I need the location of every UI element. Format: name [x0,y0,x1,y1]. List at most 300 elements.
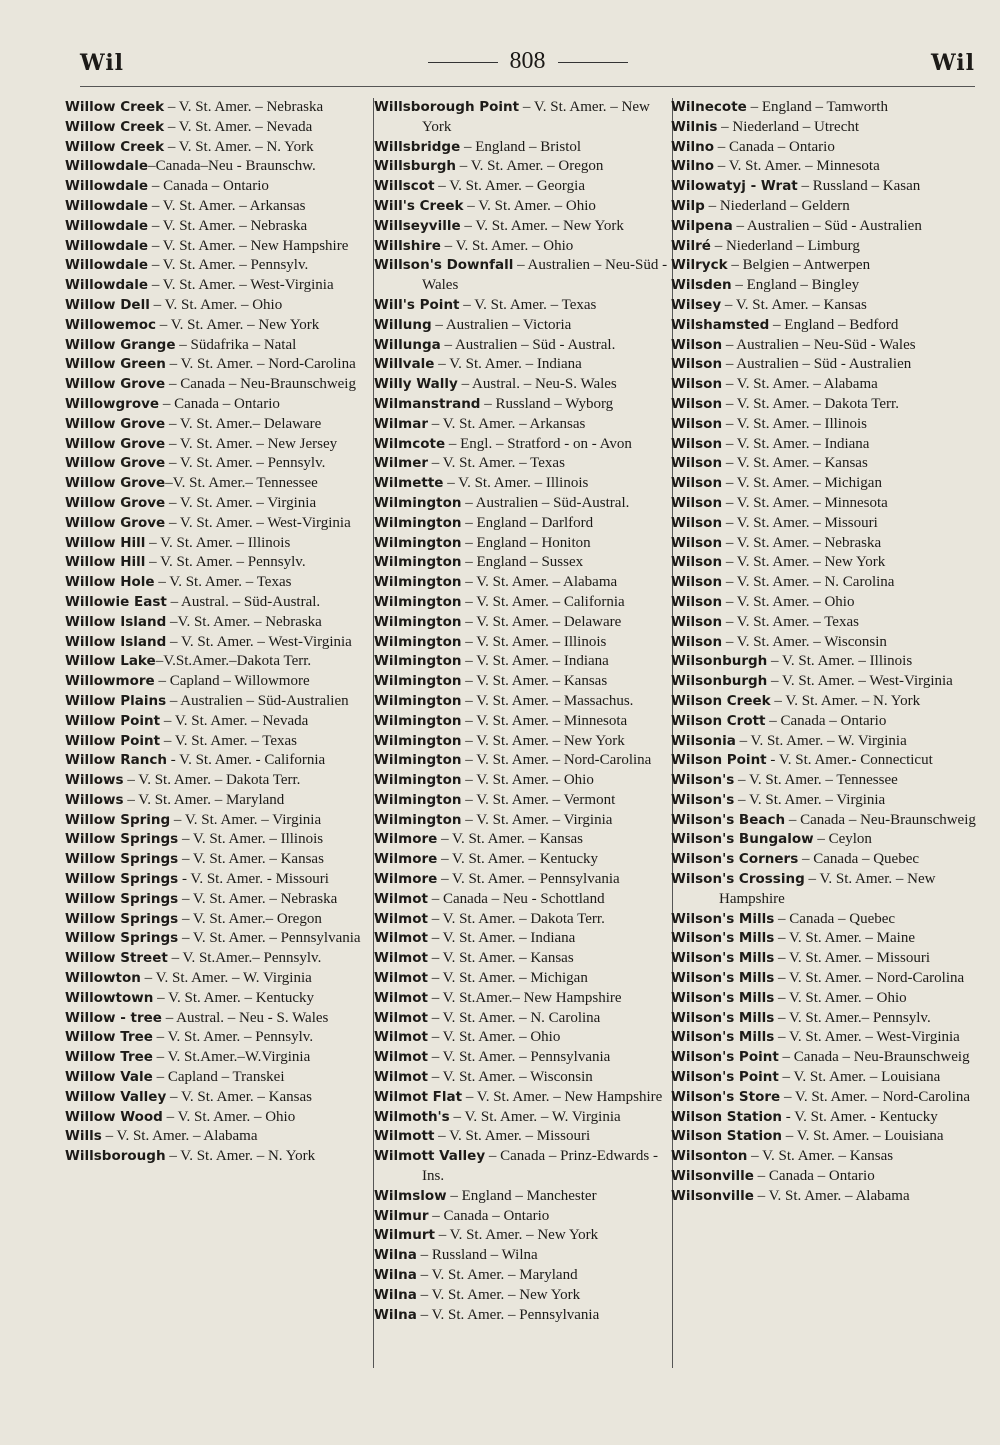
place-name: Willowdale [65,158,149,175]
place-location: – V. St. Amer. – New York [722,554,886,571]
gazetteer-entry [374,910,674,930]
gazetteer-entry [374,850,674,870]
page-number: 808 [509,48,546,74]
gazetteer-entry [65,672,372,692]
place-name: Willy Wally [374,376,458,393]
place-location: – V. St. Amer. – New Hampshire [719,871,936,907]
place-name: Wilmslow [374,1187,447,1204]
gazetteer-entry [65,355,372,375]
place-name: Willow - tree [65,1009,162,1026]
place-location: – V. St. Amer. – Delaware [461,613,622,630]
place-location: - V. St. Amer. - California [166,752,326,769]
place-location: – V. St. Amer. – Ohio [440,237,574,254]
gazetteer-entry [65,870,372,890]
gazetteer-entry [65,197,372,217]
gazetteer-entry [374,454,674,474]
gazetteer-entry [65,296,372,316]
gazetteer-entry [374,949,674,969]
place-name: Wilson Station [671,1128,783,1145]
place-location: – V. St. Amer. – Alabama [722,376,878,393]
gazetteer-entry [374,375,674,395]
gazetteer-entry [65,1068,372,1088]
gazetteer-entry [65,494,372,514]
place-location: – V. St. Amer. – Kansas [427,950,574,967]
place-name: Wilson [671,514,723,531]
place-name: Wilson [671,554,723,571]
place-location: – V. St. Amer. – New York [460,217,624,234]
place-location: – V. St. Amer. – Indiana [461,653,609,670]
place-name: Willowdale [65,237,149,254]
place-name: Wilmurt [374,1227,435,1244]
place-name: Wilmore [374,831,438,848]
gazetteer-entry [65,751,372,771]
place-location: – Australien – Neu-Süd - Wales [422,257,668,294]
place-location: – V. St. Amer. – Oregon [456,158,604,175]
place-name: Willshire [374,237,441,254]
place-name: Wilmanstrand [374,395,481,412]
place-name: Wilshamsted [671,316,770,333]
place-location: – V. St.Amer.–W.Virginia [152,1049,311,1066]
place-name: Wilson's Mills [671,1029,775,1046]
place-name: Wilson [671,356,723,373]
gazetteer-entry [374,1266,674,1286]
place-location: – V. St. Amer. – Alabama [753,1187,910,1204]
place-location: – Austral. – Neu - S. Wales [161,1009,329,1026]
place-location: – V. St. Amer. – West-Virginia [165,514,351,531]
gazetteer-entry [65,435,372,455]
gazetteer-entry [671,1048,976,1068]
gazetteer-entry [374,296,674,316]
gazetteer-entry [65,989,372,1009]
place-name: Will's Point [374,296,460,313]
place-location: – Belgien – Antwerpen [727,257,871,274]
place-location: – V. St. Amer. – Nord-Carolina [461,752,652,769]
place-location: – V. St. Amer. – Illinois [145,534,291,551]
place-name: Willow Springs [65,831,179,848]
gazetteer-entry [65,791,372,811]
place-name: Willow Springs [65,851,179,868]
place-name: Willow Grove [65,415,166,432]
place-name: Willowdale [65,257,149,274]
gazetteer-entry [671,355,976,375]
gazetteer-entry [374,1048,674,1068]
place-location: – V. St. Amer. – Pennsylvania [178,930,361,947]
place-location: – V. St. Amer. – Maryland [123,791,285,808]
place-location: – V. St. Amer. – Nebraska [722,534,882,551]
gazetteer-entry [374,633,674,653]
place-name: Willsborough [65,1148,166,1165]
place-location: – Capland – Transkei [152,1069,285,1086]
gazetteer-entry [374,435,674,455]
place-name: Wilson's [671,791,735,808]
place-location: – England – Sussex [461,554,584,571]
place-name: Willow Tree [65,1049,153,1066]
gazetteer-entry [671,989,976,1009]
place-name: Wilno [671,138,715,155]
place-name: Willow Hill [65,534,146,551]
place-location: – V. St. Amer. – Ohio [427,1029,561,1046]
place-name: Willsburgh [374,158,457,175]
gazetteer-entry [374,1127,674,1147]
gazetteer-entry [374,1207,674,1227]
gazetteer-entry [374,1088,674,1108]
place-location: – V. St. Amer. – Illinois [443,475,589,492]
place-name: Wilmott [374,1128,435,1145]
place-name: Wilson's Point [671,1069,779,1086]
place-name: Wilson [671,415,723,432]
place-location: – V. St. Amer. – New York [422,99,650,135]
gazetteer-entry [671,494,976,514]
place-name: Willowgrove [65,395,160,412]
place-location: – England – Bingley [731,277,860,294]
gazetteer-entry [65,830,372,850]
place-location: – V. St. Amer. – N. York [164,138,314,155]
place-location: – Canada – Ontario [714,138,835,155]
place-name: Wilson's Mills [671,950,775,967]
place-name: Willowdale [65,197,149,214]
gazetteer-entry [671,276,976,296]
place-name: Wilsonburgh [671,673,768,690]
place-location: – V. St. Amer. – Nevada [160,712,309,729]
place-name: Wilna [374,1306,417,1323]
place-name: Willow Island [65,633,167,650]
place-name: Willow Springs [65,890,179,907]
gazetteer-entry [671,157,976,177]
place-location: – V. St. Amer. – Texas [722,613,859,630]
place-name: Wilmington [374,673,462,690]
gazetteer-entry [374,712,674,732]
place-name: Wilna [374,1247,417,1264]
place-location: – Canada – Neu-Braunschweig [165,376,356,393]
place-location: – Canada – Neu - Schottland [427,890,605,907]
gazetteer-entry [374,514,674,534]
place-name: Wilowatyj - Wrat [671,178,798,195]
place-location: – V. St. Amer. – Dakota Terr. [123,772,301,789]
gazetteer-entry [65,1127,372,1147]
place-name: Wilson [671,475,723,492]
gazetteer-entry [374,1068,674,1088]
place-location: – V. St. Amer. – Texas [154,574,292,591]
place-name: Wilmington [374,811,462,828]
gazetteer-entry [65,929,372,949]
place-location: – V. St. Amer. – Nevada [164,118,313,135]
place-location: – V. St. Amer. – Indiana [427,930,576,947]
gazetteer-entry [671,237,976,257]
place-location: – Engl. – Stratford - on - Avon [445,435,632,452]
place-location: – V. St.Amer.– New Hampshire [427,989,622,1006]
place-location: – V. St. Amer. – Missouri [774,950,931,967]
gazetteer-entry [671,435,976,455]
place-name: Wilmington [374,633,462,650]
gazetteer-entry [671,1068,976,1088]
place-name: Willow Plains [65,692,167,709]
place-location: – Australien – Süd - Austral. [440,336,616,353]
place-name: Willseyville [374,217,461,234]
place-location: – V. St. Amer. – Arkansas [148,197,306,214]
place-name: Wilson's Bungalow [671,831,814,848]
place-name: Willsborough Point [374,99,520,115]
place-location: – V. St. Amer. – Nord-Carolina [774,970,965,987]
place-name: Wilson [671,574,723,591]
gazetteer-entry [374,890,674,910]
place-name: Wills [65,1128,102,1145]
place-location: – Canada – Neu-Braunschweig [785,811,976,828]
place-location: – V. St. Amer. – Georgia [434,178,585,195]
place-name: Wilsey [671,296,722,313]
column-2 [374,98,674,1325]
place-location: – V. St. Amer. – Pennsylvania [437,871,620,888]
gazetteer-entry [374,355,674,375]
place-location: – V. St. Amer. – Alabama [101,1128,258,1145]
place-location: – V. St. Amer. – Texas [459,296,597,313]
place-name: Wilson's Beach [671,811,786,828]
gazetteer-entry [65,949,372,969]
place-location: – Canada – Neu-Braunschweig [778,1049,970,1066]
place-name: Wilmot [374,890,428,907]
place-name: Wilson's Mills [671,989,775,1006]
gazetteer-entry [374,1226,674,1246]
place-name: Wilmington [374,613,462,630]
gazetteer-entry [374,593,674,613]
place-location: - V. St. Amer.- Connecticut [766,752,933,769]
place-name: Wilré [671,237,711,254]
place-location: – Russland – Wyborg [480,395,614,412]
place-name: Willowdale [65,217,149,234]
gazetteer-entry [65,1048,372,1068]
place-location: – V. St. Amer. – N. York [165,1148,316,1165]
gazetteer-entry [374,534,674,554]
place-name: Wilmot [374,1069,428,1086]
place-name: Willow Springs [65,910,179,927]
gazetteer-entry [671,553,976,573]
gazetteer-entry [65,771,372,791]
gazetteer-entry [671,177,976,197]
place-location: – V. St. Amer. – Kansas [747,1148,894,1165]
gazetteer-entry [374,929,674,949]
place-name: Willow Grove [65,376,166,393]
place-name: Willow Springs [65,871,179,888]
gazetteer-entry [671,652,976,672]
place-name: Wilsonburgh [671,653,768,670]
place-name: Wilmette [374,475,444,492]
gazetteer-entry [374,1286,674,1306]
place-location: – V. St. Amer. – Kansas [721,296,867,313]
place-name: Willow Springs [65,930,179,947]
gazetteer-entry [671,217,976,237]
place-location: – V. St. Amer. – New York [434,1227,599,1244]
gazetteer-entry [65,474,372,494]
place-name: Willows [65,791,124,808]
gazetteer-entry [65,1009,372,1029]
place-name: Wilson [671,376,723,393]
place-location: – England – Tamworth [746,99,888,115]
gazetteer-entry [65,1147,372,1167]
place-location: – Ceylon [813,831,872,848]
place-location: – V. St. Amer. – Ohio [774,989,907,1006]
place-location: – V. St. Amer. – West-Virginia [166,633,352,650]
gazetteer-entry [374,989,674,1009]
place-location: – V. St. Amer. – Missouri [434,1128,591,1145]
place-name: Wilson [671,395,723,412]
place-name: Willowemoc [65,316,157,333]
place-location: – V. St. Amer. – Texas [428,455,565,472]
gazetteer-entry [65,415,372,435]
place-name: Wilmot [374,1029,428,1046]
place-location: –V. St. Amer.– Tennessee [165,475,318,492]
gazetteer-entry [671,870,976,910]
place-location: –V. St. Amer. – Nebraska [166,613,322,630]
place-location: – V. St. Amer. – Virginia [170,811,322,828]
gazetteer-entry [671,118,976,138]
place-location: – V. St. Amer. – Nord-Carolina [165,356,356,373]
place-location: – V. St. Amer. – Maine [774,930,916,947]
place-name: Willow Tree [65,1029,153,1046]
place-location: – V. St. Amer. – Vermont [461,791,616,808]
place-location: – V. St. Amer. – W. Virginia [449,1108,621,1125]
gazetteer-entry [65,336,372,356]
gazetteer-entry [374,1246,674,1266]
place-location: – V. St. Amer. – New York [156,316,320,333]
place-name: Wilsonville [671,1168,754,1185]
rule-right [558,62,628,63]
gazetteer-entry [374,573,674,593]
place-location: – V. St. Amer. – Texas [160,732,297,749]
gazetteer-entry [374,1028,674,1048]
place-name: Willow Grove [65,514,166,531]
place-location: – Canada – Quebec [774,910,896,927]
gazetteer-entry [65,118,372,138]
place-location: – V. St. Amer. – Kansas [166,1088,312,1105]
place-name: Wilmot [374,1009,428,1026]
place-name: Wilson [671,455,723,472]
place-name: Willowdale [65,178,149,195]
place-location: - V. St. Amer. - Missouri [178,871,329,888]
gazetteer-entry [671,771,976,791]
gazetteer-entry [65,969,372,989]
gazetteer-entry [671,514,976,534]
place-name: Willowie East [65,593,167,610]
place-location: – Australien – Victoria [431,316,572,333]
gazetteer-entry [65,850,372,870]
gazetteer-entry [65,237,372,257]
place-name: Willow Ranch [65,752,167,769]
place-name: Wilson's Mills [671,930,775,947]
page-header [80,42,975,82]
gazetteer-entry [65,613,372,633]
gazetteer-entry [65,157,372,177]
place-name: Wilmot [374,1049,428,1066]
place-location: – V. St. Amer. – Kentucky [437,851,599,868]
gazetteer-entry [374,751,674,771]
place-name: Willvale [374,356,435,373]
gazetteer-entry [374,395,674,415]
place-name: Wilmott Valley [374,1148,486,1165]
place-location: – V. St. Amer. – New Hampshire [462,1088,663,1105]
gazetteer-entry [671,415,976,435]
gazetteer-entry [671,910,976,930]
gazetteer-entry [671,672,976,692]
gazetteer-entry [374,336,674,356]
place-name: Willow Creek [65,118,165,135]
gazetteer-entry [65,514,372,534]
gazetteer-entry [374,415,674,435]
place-location: – V. St. Amer. – Michigan [427,970,588,987]
place-name: Wilmington [374,554,462,571]
place-name: Wilmington [374,593,462,610]
place-name: Willows [65,772,124,789]
place-location: – V. St. Amer. – Missouri [722,514,878,531]
place-location: – Austral. – Süd-Austral. [166,593,321,610]
place-location: – V. St. Amer. – Dakota Terr. [722,395,899,412]
place-name: Willung [374,316,432,333]
place-location: – V. St. Amer. – Indiana [434,356,582,373]
gazetteer-entry [65,652,372,672]
place-name: Wilmore [374,871,438,888]
gazetteer-entry [65,454,372,474]
place-location: – Niederland – Limburg [710,237,860,254]
place-name: Willowmore [65,673,155,690]
place-name: Wilson's Mills [671,1009,775,1026]
place-location: – V. St. Amer. – Illinois [178,831,324,848]
place-name: Wilson Station [671,1108,783,1125]
place-name: Wilmington [374,732,462,749]
place-location: – V. St. Amer. – Kansas [461,673,608,690]
gazetteer-entry [671,1147,976,1167]
place-name: Wilnecote [671,99,747,115]
place-name: Wilpena [671,217,733,234]
gazetteer-entry [65,98,372,118]
place-name: Wilp [671,197,705,214]
place-location: – V. St. Amer. – New Hampshire [148,237,349,254]
place-name: Wilson Point [671,752,767,769]
place-location: – England – Bristol [460,138,582,155]
place-name: Wilmur [374,1207,429,1224]
place-name: Willow Wood [65,1108,163,1125]
gazetteer-entry [374,177,674,197]
gazetteer-entry [671,296,976,316]
gazetteer-entry [65,573,372,593]
place-location: – V. St. Amer.– Delaware [165,415,322,432]
place-name: Will's Creek [374,197,464,214]
gazetteer-entry [374,1147,674,1187]
place-location: – V. St.Amer.– Pennsylv. [167,950,322,967]
gazetteer-entry [374,157,674,177]
place-name: Wilmot [374,930,428,947]
gazetteer-entry [671,830,976,850]
gazetteer-entry [65,553,372,573]
place-location: – Canada – Ontario [148,178,269,195]
place-location: – V. St. Amer. – Wisconsin [722,633,887,650]
place-location: – Russland – Kasan [797,178,921,195]
place-name: Wilmore [374,851,438,868]
place-name: Willow Dell [65,296,150,313]
gazetteer-entry [374,98,674,138]
place-name: Willowtown [65,989,154,1006]
place-location: – V. St. Amer. – W. Virginia [140,970,312,987]
place-name: Willow Vale [65,1069,153,1086]
gazetteer-entry [671,791,976,811]
gazetteer-entry [671,316,976,336]
gazetteer-entry [671,534,976,554]
gazetteer-entry [671,1028,976,1048]
gazetteer-entry [374,613,674,633]
place-name: Wilmcote [374,435,446,452]
place-name: Wilmington [374,772,462,789]
gazetteer-entry [65,732,372,752]
place-location: – V. St. Amer. – Nebraska [178,890,338,907]
place-name: Willow Street [65,950,168,967]
place-name: Wilsonia [671,732,736,749]
